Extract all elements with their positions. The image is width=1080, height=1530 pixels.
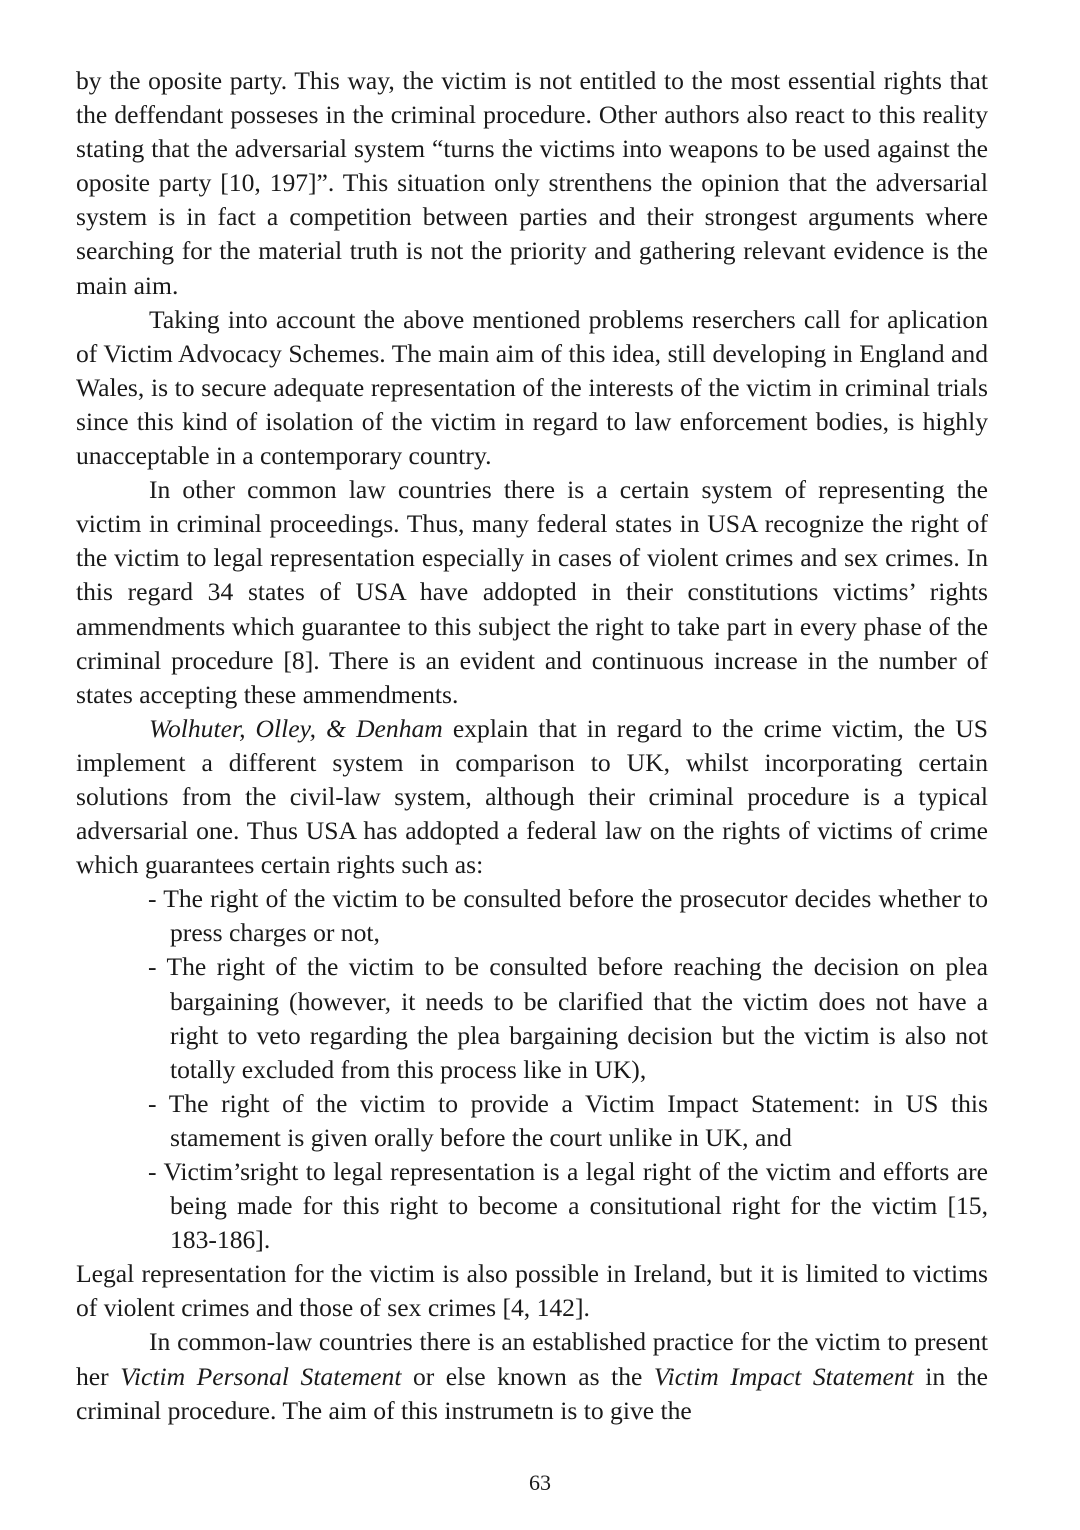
- paragraph-6-term-1: Victim Personal Statement: [120, 1361, 402, 1391]
- paragraph-5: Legal representation for the victim is also possible in Ireland, but it is limited to victims of violent crimes and those of sex crimes [4, 142].: [76, 1259, 988, 1323]
- paragraph-6-text-b: or else known as the: [401, 1361, 654, 1391]
- paragraph-6-text-c: in the criminal procedure. The aim of this instrumetn is to give the: [76, 1361, 988, 1425]
- page-number: 63: [529, 1470, 551, 1495]
- page-body: [76, 64, 988, 1428]
- rights-list: [76, 882, 988, 1257]
- paragraph-1: by the oposite party. This way, the victim is not entitled to the most essential rights that the deffendant posseses in the criminal procedure. Other authors also react to this reality stating that the adversarial system “turns the victims into weapons to be used against the oposite party [10, 197]”. This situation only strenthens the opinion that the adversarial system is in fact a competition between parties and their strongest arguments where searching for the material truth is not the priority and gathering relevant evidence is the main aim.: [76, 66, 988, 300]
- paragraph-6: [76, 1325, 988, 1427]
- paragraph-6-text-a: In common-law countries there is an established practice for the victim to present her: [76, 1327, 988, 1391]
- paragraph-6-term-2: Victim Impact Statement: [653, 1361, 914, 1391]
- paragraph-4-authors: Wolhuter, Olley, & Denham: [149, 713, 443, 743]
- list-item: - Victim’sright to legal representation is a legal right of the victim and efforts are being made for this right to become a consitutional right for the victim [15, 183-186].: [148, 1157, 988, 1255]
- paragraph-4: [76, 712, 988, 882]
- paragraph-2: Taking into account the above mentioned problems reserchers call for aplication of Victim Advocacy Schemes. The main aim of this idea, still developing in England and Wales, is to secure adequate representation of the interests of the victim in criminal trials since this kind of isolation of the victim in regard to law enforcement bodies, is highly unacceptable in a contemporary country.: [76, 304, 988, 471]
- paragraph-4-text: explain that in regard to the crime victim, the US implement a different system in comparison to UK, whilst incorporating certain solutions from the civil-law system, although their criminal procedure is a typical adversarial one. Thus USA has addopted a federal law on the rights of victims of crime which guarantees certain rights such as:: [76, 713, 988, 880]
- list-item: - The right of the victim to be consulted before the prosecutor decides whether to press charges or not,: [148, 884, 988, 948]
- paragraph-3: In other common law countries there is a certain system of representing the victim in criminal proceedings. Thus, many federal states in USA recognize the right of the victim to legal representation especially in cases of violent crimes and sex crimes. In this regard 34 states of USA have addopted in their constitutions victims’ rights ammendments which guarantee to this subject the right to take part in every phase of the criminal procedure [8]. There is an evident and continuous increase in the number of states accepting these ammendments.: [76, 475, 988, 709]
- list-item: - The right of the victim to be consulted before reaching the decision on plea bargaining (however, it needs to be clarified that the victim does not have a right to veto regarding the plea bargaining decision but the victim is also not totally excluded from this process like in UK),: [148, 952, 988, 1084]
- list-item: - The right of the victim to provide a Victim Impact Statement: in US this stamement is given orally before the court unlike in UK, and: [148, 1088, 988, 1152]
